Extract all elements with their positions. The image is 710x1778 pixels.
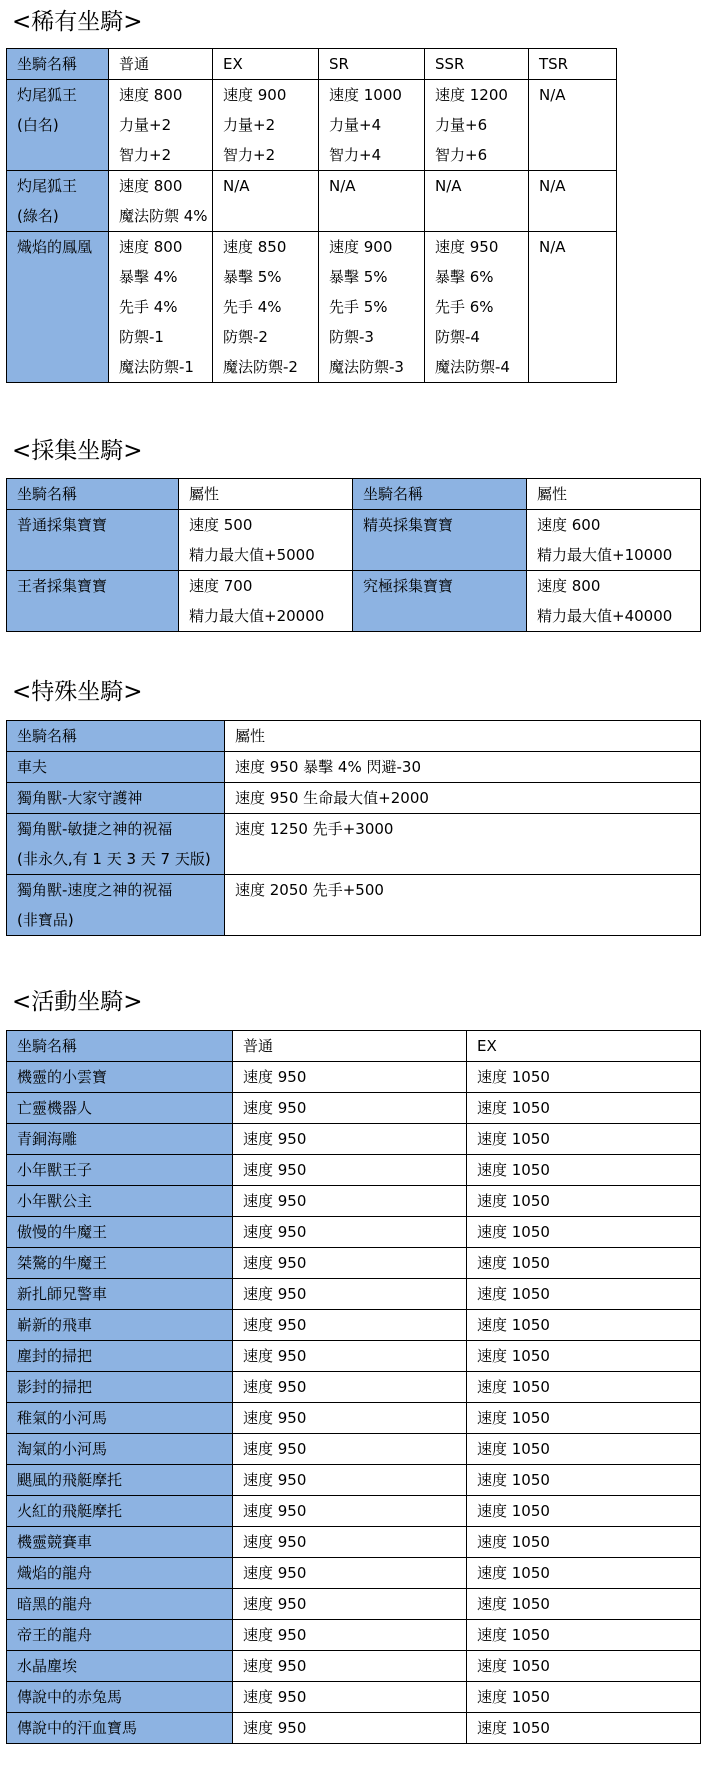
table-row — [7, 1217, 701, 1248]
ex-speed-cell: 速度 1050 — [467, 1155, 701, 1186]
attr-line: 速度 900 — [223, 86, 287, 104]
mount-name-note: (綠名) — [17, 207, 59, 225]
attr-cell — [319, 232, 425, 383]
attr-cell — [529, 232, 617, 383]
table-row — [7, 1558, 701, 1589]
mount-name-cell: 火紅的飛艇摩托 — [7, 1496, 233, 1527]
table-row — [7, 752, 701, 783]
table-row — [7, 171, 617, 232]
attr-line: 力量+4 — [329, 116, 382, 134]
attr-line: N/A — [539, 177, 566, 195]
normal-speed-cell: 速度 950 — [233, 1372, 467, 1403]
header-cell: 坐騎名稱 — [353, 479, 527, 510]
attr-cell — [319, 80, 425, 171]
normal-speed-cell: 速度 950 — [233, 1062, 467, 1093]
attr-line: 智力+2 — [119, 146, 172, 164]
attr-cell — [225, 783, 701, 814]
attr-line: 防禦-1 — [119, 328, 164, 346]
header-cell: 普通 — [109, 49, 213, 80]
attr-cell — [527, 510, 701, 571]
mount-name: 車夫 — [17, 758, 48, 776]
mount-name-cell — [353, 571, 527, 632]
normal-speed-cell: 速度 950 — [233, 1651, 467, 1682]
rare-header-row — [7, 49, 617, 80]
attr-cell — [425, 80, 529, 171]
table-row — [7, 1713, 701, 1744]
table-row — [7, 814, 701, 875]
ex-speed-cell: 速度 1050 — [467, 1589, 701, 1620]
ex-speed-cell: 速度 1050 — [467, 1279, 701, 1310]
gather-table — [6, 478, 701, 632]
normal-speed-cell: 速度 950 — [233, 1341, 467, 1372]
special-table — [6, 720, 701, 936]
header-cell: EX — [467, 1031, 701, 1062]
ex-speed-cell: 速度 1050 — [467, 1465, 701, 1496]
table-row — [7, 1093, 701, 1124]
attr-cell — [109, 232, 213, 383]
ex-speed-cell: 速度 1050 — [467, 1341, 701, 1372]
ex-speed-cell: 速度 1050 — [467, 1217, 701, 1248]
mount-name-note: (非寶品) — [17, 911, 74, 929]
normal-speed-cell: 速度 950 — [233, 1403, 467, 1434]
ex-speed-cell: 速度 1050 — [467, 1558, 701, 1589]
normal-speed-cell: 速度 950 — [233, 1682, 467, 1713]
header-cell: EX — [213, 49, 319, 80]
mount-name-cell: 傳說中的赤兔馬 — [7, 1682, 233, 1713]
mount-name-cell — [353, 510, 527, 571]
attr-line: 速度 700 — [189, 577, 253, 595]
attr-line: 智力+6 — [435, 146, 488, 164]
event-table-body — [7, 1031, 701, 1744]
attr-cell — [179, 571, 353, 632]
table-row — [7, 1310, 701, 1341]
event-section-title: <活動坐騎> — [12, 989, 143, 1015]
normal-speed-cell: 速度 950 — [233, 1589, 467, 1620]
attr-line: 速度 2050 先手+500 — [235, 881, 384, 899]
header-cell: 坐騎名稱 — [7, 721, 225, 752]
ex-speed-cell: 速度 1050 — [467, 1248, 701, 1279]
attr-cell — [425, 232, 529, 383]
attr-line: N/A — [223, 177, 250, 195]
attr-line: 防禦-2 — [223, 328, 268, 346]
attr-cell — [109, 80, 213, 171]
ex-speed-cell: 速度 1050 — [467, 1186, 701, 1217]
mount-name-note: (非永久,有 1 天 3 天 7 天版) — [17, 850, 211, 868]
event-table — [6, 1030, 701, 1744]
mount-name-cell: 嶄新的飛車 — [7, 1310, 233, 1341]
table-row — [7, 1279, 701, 1310]
attr-line: 速度 950 生命最大值+2000 — [235, 789, 429, 807]
normal-speed-cell: 速度 950 — [233, 1434, 467, 1465]
attr-cell — [529, 171, 617, 232]
attr-line: 速度 800 — [119, 238, 183, 256]
mount-name-cell: 淘氣的小河馬 — [7, 1434, 233, 1465]
mount-name-cell: 水晶塵埃 — [7, 1651, 233, 1682]
attr-line: 智力+2 — [223, 146, 276, 164]
attr-line: 速度 950 — [435, 238, 499, 256]
normal-speed-cell: 速度 950 — [233, 1124, 467, 1155]
mount-name-cell: 機靈的小雲寶 — [7, 1062, 233, 1093]
event-header-row — [7, 1031, 701, 1062]
mount-name-cell — [7, 171, 109, 232]
mount-name-cell: 塵封的掃把 — [7, 1341, 233, 1372]
table-row — [7, 1155, 701, 1186]
attr-cell — [179, 510, 353, 571]
attr-line: 防禦-4 — [435, 328, 480, 346]
ex-speed-cell: 速度 1050 — [467, 1620, 701, 1651]
attr-line: 速度 800 — [537, 577, 601, 595]
table-row — [7, 1682, 701, 1713]
mount-name-cell: 稚氣的小河馬 — [7, 1403, 233, 1434]
attr-line: 力量+2 — [119, 116, 172, 134]
normal-speed-cell: 速度 950 — [233, 1217, 467, 1248]
mount-name-cell: 青銅海雕 — [7, 1124, 233, 1155]
attr-cell — [225, 875, 701, 936]
attr-cell — [527, 571, 701, 632]
table-row — [7, 1527, 701, 1558]
attr-line: 暴擊 5% — [223, 268, 282, 286]
mount-name: 普通採集寶寶 — [17, 516, 108, 534]
table-row — [7, 232, 617, 383]
normal-speed-cell: 速度 950 — [233, 1248, 467, 1279]
mount-name-cell: 小年獸王子 — [7, 1155, 233, 1186]
attr-line: 防禦-3 — [329, 328, 374, 346]
table-row — [7, 1186, 701, 1217]
attr-line: N/A — [329, 177, 356, 195]
mount-name-cell — [7, 571, 179, 632]
normal-speed-cell: 速度 950 — [233, 1713, 467, 1744]
normal-speed-cell: 速度 950 — [233, 1620, 467, 1651]
normal-speed-cell: 速度 950 — [233, 1527, 467, 1558]
ex-speed-cell: 速度 1050 — [467, 1093, 701, 1124]
attr-line: 速度 950 暴擊 4% 閃避-30 — [235, 758, 421, 776]
table-row — [7, 1651, 701, 1682]
mount-name-cell: 新扎師兄警車 — [7, 1279, 233, 1310]
attr-line: 暴擊 5% — [329, 268, 388, 286]
mount-name: 熾焰的鳳凰 — [17, 238, 93, 256]
mount-name: 灼尾狐王 — [17, 177, 78, 195]
table-row — [7, 571, 701, 632]
mount-name-note: (白名) — [17, 116, 59, 134]
attr-cell — [425, 171, 529, 232]
table-row — [7, 1341, 701, 1372]
attr-line: 速度 600 — [537, 516, 601, 534]
ex-speed-cell: 速度 1050 — [467, 1496, 701, 1527]
attr-line: 精力最大值+5000 — [189, 546, 315, 564]
attr-line: 暴擊 4% — [119, 268, 178, 286]
attr-cell — [529, 80, 617, 171]
normal-speed-cell: 速度 950 — [233, 1558, 467, 1589]
attr-line: 速度 1200 — [435, 86, 508, 104]
attr-line: 魔法防禦-3 — [329, 358, 404, 376]
mount-name-cell: 影封的掃把 — [7, 1372, 233, 1403]
attr-line: 先手 4% — [119, 298, 178, 316]
table-row — [7, 1062, 701, 1093]
mount-name-cell: 傲慢的牛魔王 — [7, 1217, 233, 1248]
attr-line: N/A — [539, 86, 566, 104]
attr-line: 速度 500 — [189, 516, 253, 534]
header-cell: 坐騎名稱 — [7, 1031, 233, 1062]
table-row — [7, 1589, 701, 1620]
mount-name-cell: 小年獸公主 — [7, 1186, 233, 1217]
table-row — [7, 1434, 701, 1465]
header-cell: 坐騎名稱 — [7, 479, 179, 510]
mount-name-cell — [7, 232, 109, 383]
attr-line: 智力+4 — [329, 146, 382, 164]
table-row — [7, 1620, 701, 1651]
mount-name-cell: 颶風的飛艇摩托 — [7, 1465, 233, 1496]
attr-cell — [319, 171, 425, 232]
header-cell: 普通 — [233, 1031, 467, 1062]
attr-cell — [213, 171, 319, 232]
table-row — [7, 510, 701, 571]
mount-name-cell — [7, 80, 109, 171]
attr-line: 魔法防禦-1 — [119, 358, 194, 376]
gather-section-title: <採集坐騎> — [12, 438, 143, 464]
table-row — [7, 1496, 701, 1527]
mount-name: 精英採集寶寶 — [363, 516, 454, 534]
mount-name-cell: 桀驁的牛魔王 — [7, 1248, 233, 1279]
mount-name-cell — [7, 752, 225, 783]
rare-table — [6, 48, 617, 383]
ex-speed-cell: 速度 1050 — [467, 1403, 701, 1434]
attr-cell — [213, 232, 319, 383]
table-row — [7, 875, 701, 936]
ex-speed-cell: 速度 1050 — [467, 1310, 701, 1341]
ex-speed-cell: 速度 1050 — [467, 1124, 701, 1155]
attr-line: 精力最大值+40000 — [537, 607, 673, 625]
header-cell: TSR — [529, 49, 617, 80]
attr-line: 先手 4% — [223, 298, 282, 316]
normal-speed-cell: 速度 950 — [233, 1465, 467, 1496]
attr-line: 速度 1250 先手+3000 — [235, 820, 394, 838]
mount-name-cell — [7, 783, 225, 814]
normal-speed-cell: 速度 950 — [233, 1093, 467, 1124]
mount-name-cell: 傳說中的汗血寶馬 — [7, 1713, 233, 1744]
mount-name: 灼尾狐王 — [17, 86, 78, 104]
rare-section-title: <稀有坐騎> — [12, 9, 143, 35]
attr-cell — [225, 752, 701, 783]
attr-line: 魔法防禦 4% — [119, 207, 208, 225]
attr-line: 速度 800 — [119, 177, 183, 195]
attr-cell — [213, 80, 319, 171]
ex-speed-cell: 速度 1050 — [467, 1434, 701, 1465]
attr-line: 魔法防禦-2 — [223, 358, 298, 376]
mount-name: 王者採集寶寶 — [17, 577, 108, 595]
ex-speed-cell: 速度 1050 — [467, 1713, 701, 1744]
attr-line: 魔法防禦-4 — [435, 358, 510, 376]
normal-speed-cell: 速度 950 — [233, 1496, 467, 1527]
mount-name-cell: 帝王的龍舟 — [7, 1620, 233, 1651]
header-cell: 坐騎名稱 — [7, 49, 109, 80]
mount-name-cell — [7, 875, 225, 936]
ex-speed-cell: 速度 1050 — [467, 1682, 701, 1713]
table-row — [7, 1465, 701, 1496]
attr-line: N/A — [435, 177, 462, 195]
special-section-title: <特殊坐騎> — [12, 679, 143, 705]
normal-speed-cell: 速度 950 — [233, 1155, 467, 1186]
header-cell: SSR — [425, 49, 529, 80]
normal-speed-cell: 速度 950 — [233, 1186, 467, 1217]
attr-cell — [225, 814, 701, 875]
table-row — [7, 783, 701, 814]
mount-name: 獨角獸-敏捷之神的祝福 — [17, 820, 173, 838]
attr-line: 力量+6 — [435, 116, 488, 134]
mount-name: 獨角獸-速度之神的祝福 — [17, 881, 173, 899]
ex-speed-cell: 速度 1050 — [467, 1372, 701, 1403]
mount-name-cell: 熾焰的龍舟 — [7, 1558, 233, 1589]
attr-line: 精力最大值+10000 — [537, 546, 673, 564]
table-row — [7, 80, 617, 171]
attr-cell — [109, 171, 213, 232]
header-cell: 屬性 — [225, 721, 701, 752]
attr-line: N/A — [539, 238, 566, 256]
ex-speed-cell: 速度 1050 — [467, 1062, 701, 1093]
ex-speed-cell: 速度 1050 — [467, 1651, 701, 1682]
special-header-row — [7, 721, 701, 752]
attr-line: 速度 900 — [329, 238, 393, 256]
attr-line: 先手 6% — [435, 298, 494, 316]
attr-line: 先手 5% — [329, 298, 388, 316]
mount-name-cell: 亡靈機器人 — [7, 1093, 233, 1124]
mount-name: 究極採集寶寶 — [363, 577, 454, 595]
mount-name-cell: 機靈競賽車 — [7, 1527, 233, 1558]
attr-line: 速度 1000 — [329, 86, 402, 104]
table-row — [7, 1124, 701, 1155]
attr-line: 速度 800 — [119, 86, 183, 104]
attr-line: 精力最大值+20000 — [189, 607, 325, 625]
header-cell: SR — [319, 49, 425, 80]
mount-name-cell — [7, 814, 225, 875]
mount-name-cell — [7, 510, 179, 571]
table-row — [7, 1403, 701, 1434]
attr-line: 暴擊 6% — [435, 268, 494, 286]
normal-speed-cell: 速度 950 — [233, 1310, 467, 1341]
mount-name: 獨角獸-大家守護神 — [17, 789, 143, 807]
mount-name-cell: 暗黑的龍舟 — [7, 1589, 233, 1620]
table-row — [7, 1372, 701, 1403]
header-cell: 屬性 — [527, 479, 701, 510]
ex-speed-cell: 速度 1050 — [467, 1527, 701, 1558]
table-row — [7, 1248, 701, 1279]
header-cell: 屬性 — [179, 479, 353, 510]
normal-speed-cell: 速度 950 — [233, 1279, 467, 1310]
attr-line: 速度 850 — [223, 238, 287, 256]
gather-header-row — [7, 479, 701, 510]
attr-line: 力量+2 — [223, 116, 276, 134]
